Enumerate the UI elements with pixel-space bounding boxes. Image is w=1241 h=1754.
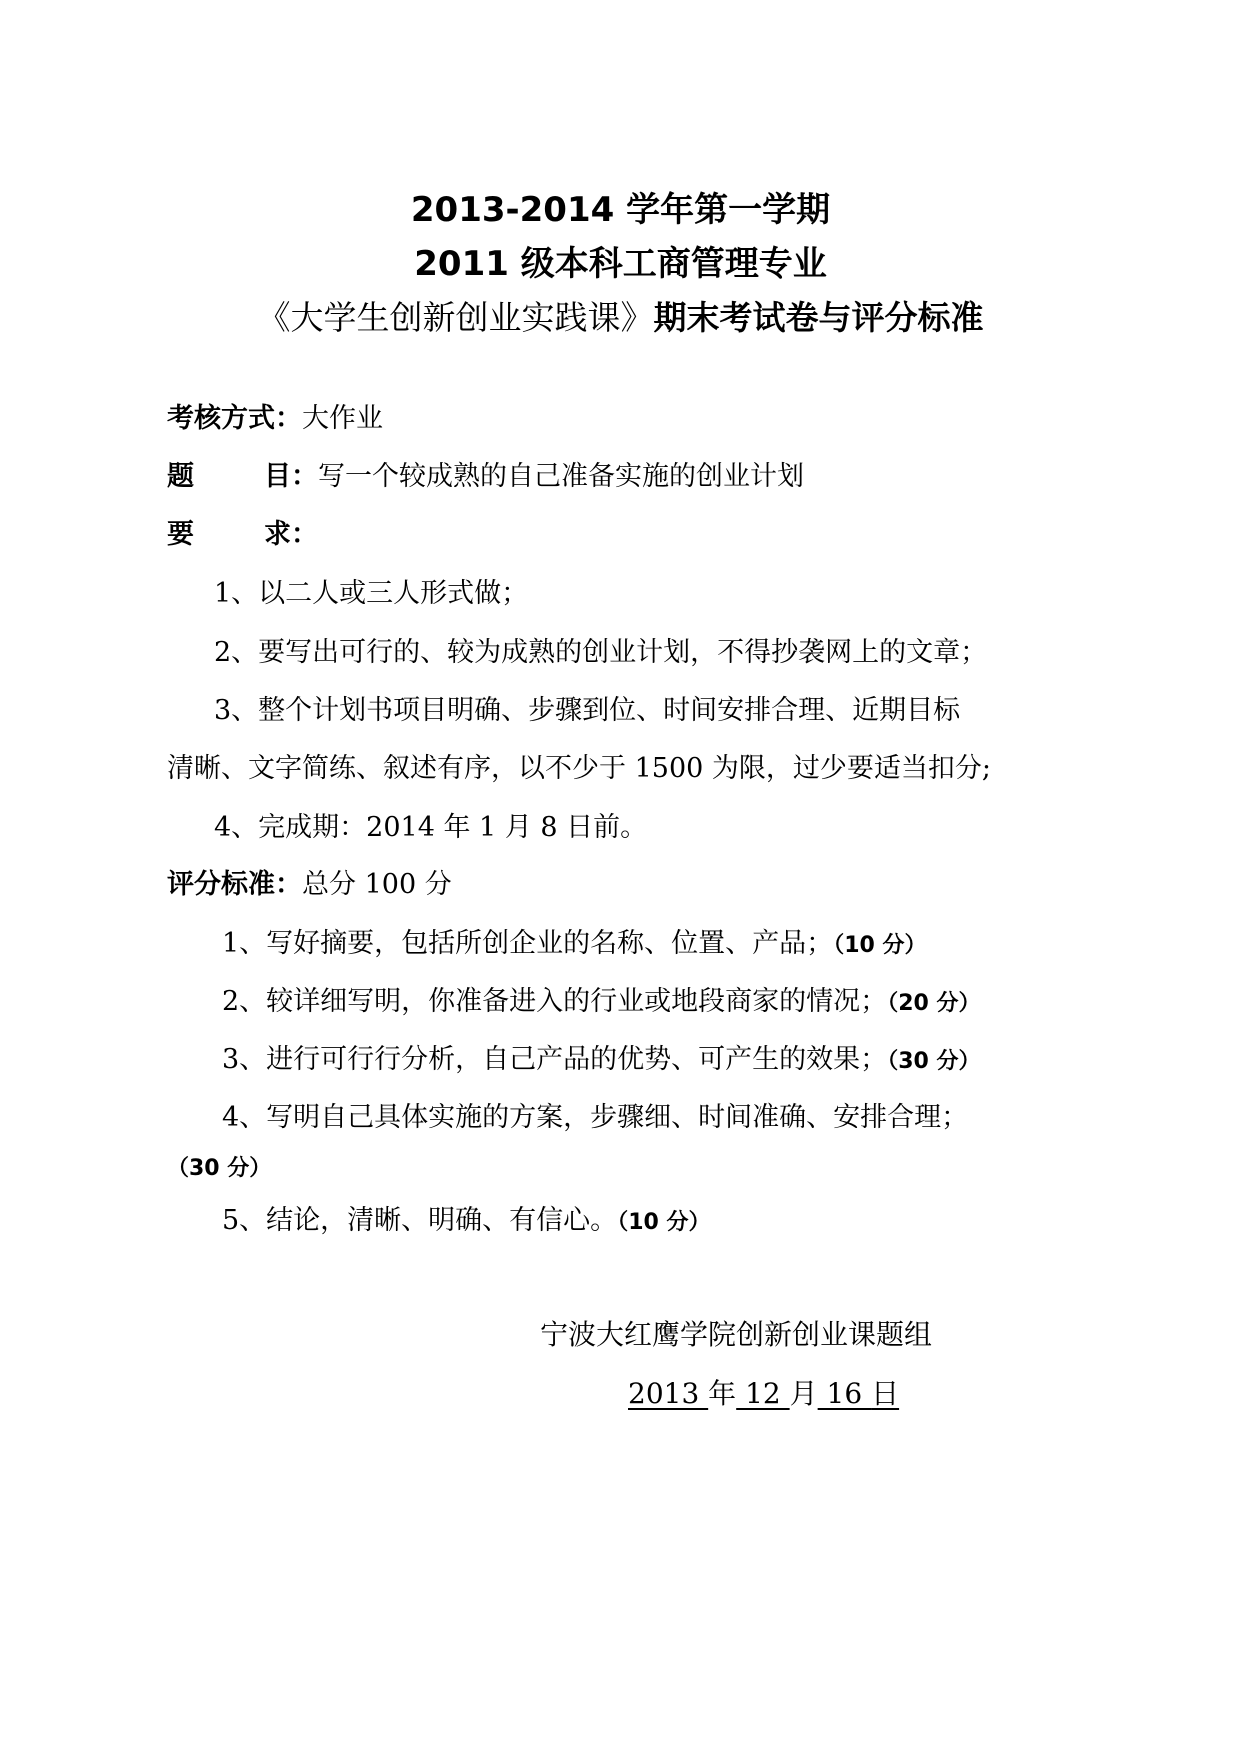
requirement-item-continued: 清晰、文字简练、叙述有序，以不少于 1500 为限，过少要适当扣分; — [167, 753, 991, 784]
date-month-unit: 月 — [789, 1377, 818, 1410]
topic-label-a: 题 — [167, 461, 194, 492]
grading-item-text: 3、进行可行行分析，自己产品的优势、可产生的效果； — [222, 1044, 888, 1075]
grading-item-text: 2、较详细写明，你准备进入的行业或地段商家的情况； — [222, 986, 888, 1017]
grading-item-points: （10 分） — [833, 933, 927, 958]
date-day-unit: 日 — [871, 1377, 900, 1410]
title-major: 2011 级本科工商管理专业 — [414, 244, 827, 284]
grading-item — [222, 1037, 980, 1076]
signature-org: 宁波大红鹰学院创新创业课题组 — [540, 1318, 933, 1351]
assessment-value: 大作业 — [302, 403, 383, 434]
requirement-item: 1、以二人或三人形式做； — [214, 578, 529, 609]
grading-item — [222, 921, 926, 960]
date-month: 12 — [736, 1377, 790, 1410]
grading-item-text: 4、写明自己具体实施的方案，步骤细、时间准确、安排合理； — [222, 1102, 969, 1133]
grading-item — [222, 1198, 710, 1237]
grading-item-points: （30 分） — [887, 1049, 981, 1074]
assessment-label: 考核方式： — [167, 403, 302, 434]
grading-item-text: 5、结论，清晰、明确、有信心。 — [222, 1205, 618, 1236]
grading-item-points: （20 分） — [887, 991, 981, 1016]
grading-item-points: （10 分） — [617, 1210, 711, 1235]
requirements-label-a: 要 — [167, 519, 194, 550]
requirement-item: 4、完成期：2014 年 1 月 8 日前。 — [214, 812, 648, 843]
grading-label: 评分标准： — [167, 869, 302, 900]
topic-label-b: 目： — [264, 461, 318, 492]
grading-total: 总分 100 分 — [302, 869, 452, 900]
requirement-item: 2、要写出可行的、较为成熟的创业计划，不得抄袭网上的文章； — [214, 637, 988, 668]
date-day: 16 — [817, 1377, 872, 1410]
requirement-item: 3、整个计划书项目明确、步骤到位、时间安排合理、近期目标 — [214, 695, 961, 726]
topic-line — [167, 454, 804, 493]
grading-item — [222, 1095, 968, 1134]
date-year-unit: 年 — [708, 1377, 737, 1410]
date-year: 2013 — [628, 1377, 709, 1410]
topic-value: 写一个较成熟的自己准备实施的创业计划 — [318, 461, 804, 492]
assessment-line — [167, 396, 383, 435]
course-name: 《大学生创新创业实践课》 — [257, 298, 654, 337]
grading-item-points: （30 分） — [167, 1156, 272, 1181]
title-semester: 2013-2014 学年第一学期 — [410, 190, 831, 230]
grading-item — [222, 979, 980, 1018]
exam-title: 期末考试卷与评分标准 — [653, 298, 984, 337]
requirements-label-b: 求： — [264, 519, 318, 550]
requirements-heading — [167, 512, 318, 551]
title-course — [0, 292, 1241, 339]
grading-item-text: 1、写好摘要，包括所创企业的名称、位置、产品； — [222, 928, 834, 959]
signature-date — [628, 1372, 899, 1412]
grading-heading — [167, 862, 452, 901]
